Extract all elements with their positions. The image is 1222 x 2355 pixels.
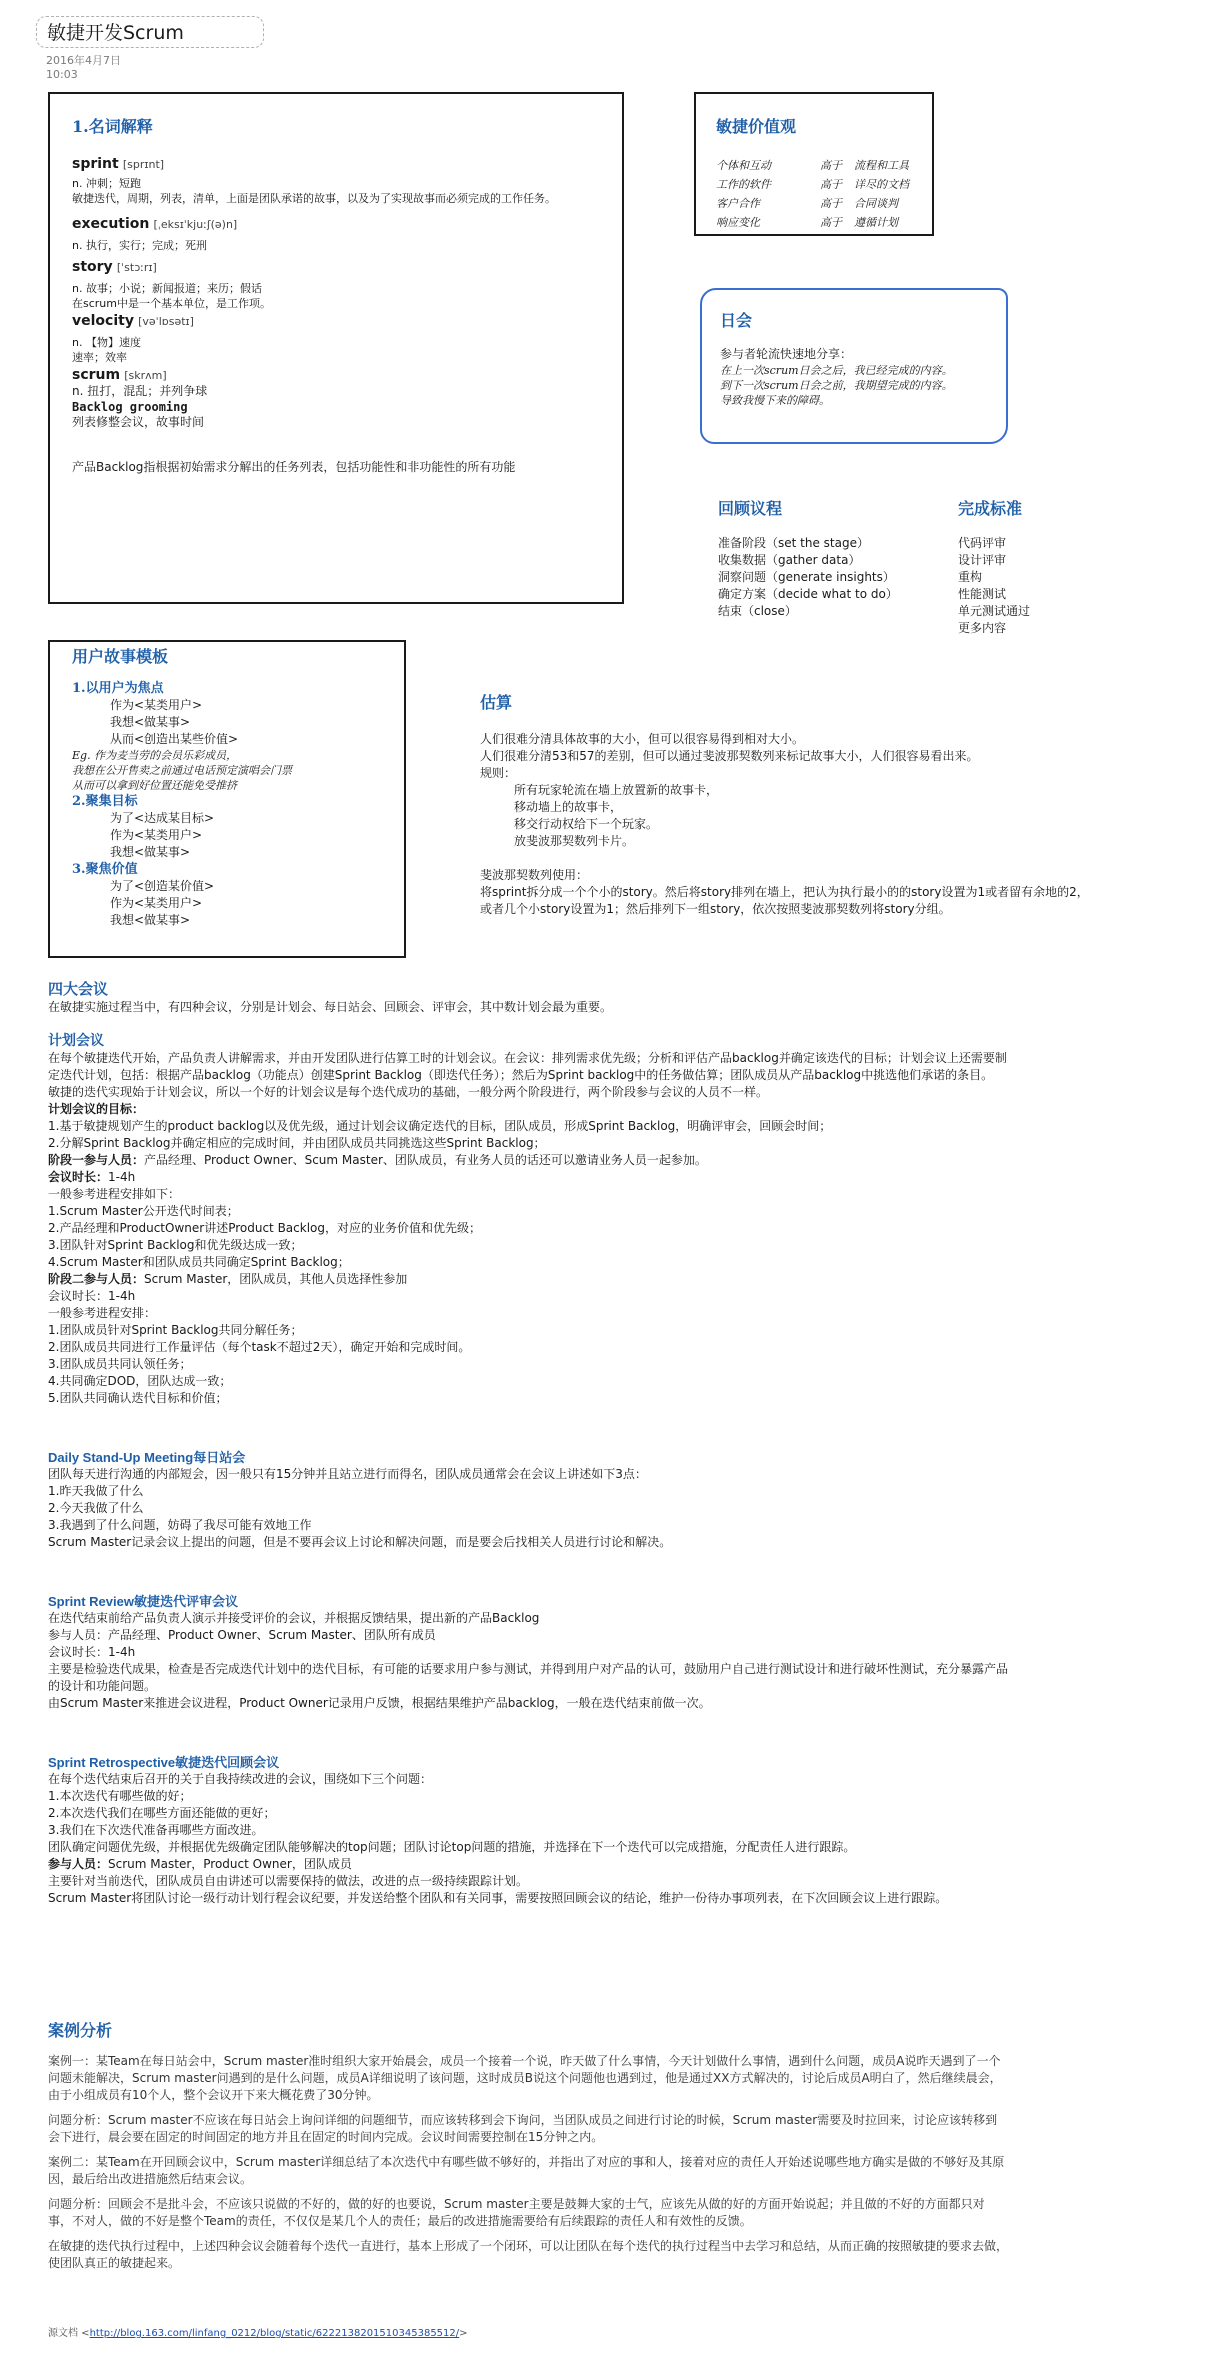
term-story: story [ˈstɔːrɪ] n. 故事；小说；新闻报道；来历；假话 在scrum中是一个基本单位，是工作项。: [72, 259, 271, 310]
page-time: 10:03: [46, 68, 78, 81]
daily-box: [700, 288, 1008, 444]
values-heading: 敏捷价值观: [716, 117, 797, 136]
list-item: 设计评审: [958, 553, 1007, 567]
term-backlog-grooming: Backlog grooming 列表修整会议，故事时间: [72, 400, 205, 429]
meetings-intro: 在敏捷实施过程当中，有四种会议，分别是计划会、每日站会、回顾会、评审会，其中数计划会最为重要。: [48, 1000, 613, 1014]
story-template-heading: 用户故事模板: [72, 647, 169, 666]
list-item: 收集数据（gather data）: [718, 553, 861, 567]
glossary-footer: 产品Backlog指根据初始需求分解出的任务列表，包括功能性和非功能性的所有功能: [72, 460, 516, 474]
standup-heading: Daily Stand-Up Meeting每日站会: [48, 1450, 246, 1466]
glossary-terms: [72, 156, 592, 476]
retro-agenda: [718, 496, 898, 620]
review-heading: Sprint Review敏捷迭代评审会议: [48, 1594, 238, 1610]
glossary-heading: 1.名词解释: [72, 117, 153, 136]
story-template-content: 1.以用户为焦点 作为<某类用户> 我想<做某事> 从而<创造出某些价值> Eg. 作为麦当劳的会员乐彩成员， 我想在公开售卖之前通过电话预定演唱会门票 从而可以拿到好位置还能免受推挤 2.聚集目标 为了<达成某目标> 作为<某类用户> 我想<做某事> 3.聚焦价值 为了<创造某价值> 作为<某类用户> 我想<做某事>: [72, 681, 292, 927]
source-line: 源文档 <http://blog.163.com/linfang_0212/blog/static/6222138201510345385512/>: [48, 2328, 468, 2339]
list-item: 代码评审: [958, 536, 1007, 550]
page-date: 2016年4月7日: [46, 54, 121, 67]
meetings-heading: 四大会议: [48, 981, 109, 998]
story-template-box: [48, 640, 406, 958]
page-title: 敏捷开发Scrum: [36, 16, 264, 48]
planning-heading: 计划会议: [48, 1032, 104, 1048]
list-item: 重构: [958, 570, 983, 584]
term-sprint: sprint [sprɪnt] n. 冲刺；短跑 敏捷迭代，周期，列表，清单，上面是团队承诺的故事，以及为了实现故事而必须完成的工作任务。: [72, 156, 556, 205]
glossary-box: [48, 92, 624, 604]
daily-content: 参与者轮流快速地分享： 在上一次scrum日会之后，我已经完成的内容。 到下一次scrum日会之前，我期望完成的内容。 导致我慢下来的障碍。: [720, 347, 953, 407]
source-link[interactable]: http://blog.163.com/linfang_0212/blog/static/6222138201510345385512/: [89, 2328, 460, 2339]
standup-content: 团队每天进行沟通的内部短会，因一般只有15分钟并且站立进行而得名，团队成员通常会在会议上讲述如下3点： 1.昨天我做了什么 2.今天我做了什么 3.我遇到了什么问题，妨碍了我尽可能有效地工作 Scrum Master记录会议上提出的问题，但是不要再会议上讨论和解决问题，而是要会后找相关人员进行讨论和解决。: [48, 1467, 672, 1549]
term-execution: execution [ˌeksɪˈkjuːʃ(ə)n] n. 执行，实行；完成；死刑: [72, 216, 238, 252]
list-item: 准备阶段（set the stage）: [718, 536, 869, 550]
list-item: 单元测试通过: [958, 604, 1031, 618]
case-paragraph: 问题分析：回顾会不是批斗会，不应该只说做的不好的，做的好的也要说，Scrum master主要是鼓舞大家的士气，应该先从做的好的方面开始说起；并且做的不好的方面都只对事，不对人，做的不好是整个Team的责任，不仅仅是某几个人的责任；最后的改进措施需要给有后续跟踪的责任人和有效性的反馈。: [48, 2197, 985, 2228]
estimate-heading: 估算: [480, 693, 513, 712]
case-paragraph: 案例二：某Team在开回顾会议中，Scrum master详细总结了本次迭代中有哪些做不够好的，并指出了对应的事和人，接着对应的责任人开始述说哪些地方确实是做的不够好及其原因，最后给出改进措施然后结束会议。: [48, 2155, 1005, 2186]
daily-heading: 日会: [720, 311, 753, 330]
cases-section: [48, 2018, 1008, 2272]
list-item: 性能测试: [958, 587, 1007, 601]
estimate-section: 估算 人们很难分清具体故事的大小，但可以很容易得到相对大小。 人们很难分清53和57的差别，但可以通过斐波那契数列来标记故事大小，人们很容易看出来。 规则： 所有玩家轮流在墙上放置新的故事卡， 移动墙上的故事卡， 移交行动权给下一个玩家。 放斐波那契数列卡片。 斐波那契数列使用： 将sprint拆分成一个个小的story。然后将story排列在墙上，把认为执行最小的的story设置为1或者留有余地的2，或者几个小story设置为1；然后排列下一组story，依次按照斐波那契数列将story分组。: [480, 690, 1100, 918]
values-row: 客户合作 高于 合同谈判: [716, 197, 898, 210]
planning-content: 在每个敏捷迭代开始，产品负责人讲解需求，并由开发团队进行估算工时的计划会议。在会议：排列需求优先级；分析和评估产品backlog并确定该迭代的目标；计划会议上还需要制定迭代计划，包括：根据产品backlog（功能点）创建Sprint Backlog（即迭代任务）；然后为Sprint backlog中的任务做估算；团队成员从产品backlog中挑选他们承诺的条目。 敏捷的迭代实现始于计划会议，所以一个好的计划会议是每个迭代成功的基础，一般分两个阶段进行，两个阶段参与会议的人员不一样。 计划会议的目标： 1.基于敏捷规划产生的product backlog以及优先级，通过计划会议确定迭代的目标，团队成员，形成Sprint Backlog，明确评审会，回顾会时间； 2.分解Sprint Backlog并确定相应的完成时间，并由团队成员共同挑选这些Sprint Backlog； 阶段一参与人员：产品经理、Product Owner、Scum Master、团队成员，有业务人员的话还可以邀请业务人员一起参加。 会议时长：1-4h 一般参考进程安排如下： 1.Scrum Master公开迭代时间表； 2.产品经理和ProductOwner讲述Product Backlog，对应的业务价值和优先级； 3.团队针对Sprint Backlog和优先级达成一致； 4.Scrum Master和团队成员共同确定Sprint Backlog； 阶段二参与人员：Scrum Master，团队成员，其他人员选择性参加 会议时长：1-4h 一般参考进程安排： 1.团队成员针对Sprint Backlog共同分解任务； 2.团队成员共同进行工作量评估（每个task不超过2天），确定开始和完成时间。 3.团队成员共同认领任务； 4.共同确定DOD，团队达成一致； 5.团队共同确认迭代目标和价值；: [48, 1051, 1007, 1405]
case-paragraph: 问题分析：Scrum master不应该在每日站会上询问详细的问题细节，而应该转移到会下询问，当团队成员之间进行讨论的时候，Scrum master需要及时拉回来，讨论应该转移到会下进行，晨会要在固定的时间固定的地方并且在固定的时间内完成。会议时间需要控制在15分钟之内。: [48, 2113, 998, 2144]
values-row: 个体和互动 高于 流程和工具: [716, 159, 909, 172]
term-velocity: velocity [vəˈlɒsətɪ] n. 【物】速度 速率；效率: [72, 313, 194, 364]
values-box: [694, 92, 934, 236]
case-paragraph: 在敏捷的迭代执行过程中，上述四种会议会随着每个迭代一直进行，基本上形成了一个闭环，可以让团队在每个迭代的执行过程当中去学习和总结，从而正确的按照敏捷的要求去做，使团队真正的敏捷起来。: [48, 2239, 1009, 2270]
retro-heading: Sprint Retrospective敏捷迭代回顾会议: [48, 1755, 280, 1771]
list-item: 洞察问题（generate insights）: [718, 570, 895, 584]
list-item: 确定方案（decide what to do）: [718, 587, 898, 601]
values-row: 响应变化 高于 遵循计划: [716, 216, 898, 229]
review-content: 在迭代结束前给产品负责人演示并接受评价的会议，并根据反馈结果，提出新的产品Backlog 参与人员：产品经理、Product Owner、Scrum Master、团队所有成员 会议时长：1-4h 主要是检验迭代成果，检查是否完成迭代计划中的迭代目标，有可能的话要求用户参与测试，并得到用户对产品的认可，鼓励用户自己进行测试设计和进行破坏性测试，充分暴露产品的设计和功能问题。 由Scrum Master来推进会议进程，Product Owner记录用户反馈，根据结果维护产品backlog，一般在迭代结束前做一次。: [48, 1611, 1009, 1710]
term-scrum: scrum [skrʌm] n. 扭打，混乱；并列争球: [72, 367, 208, 398]
definition-of-done: [958, 496, 1030, 637]
list-item: 结束（close）: [718, 604, 797, 618]
retro-agenda-heading: 回顾议程: [718, 499, 783, 518]
list-item: 更多内容: [958, 621, 1007, 635]
meetings-section: [48, 978, 1008, 1907]
cases-content: [48, 2053, 1008, 2272]
values-row: 工作的软件 高于 详尽的文档: [716, 178, 909, 191]
cases-heading: 案例分析: [48, 2021, 113, 2040]
case-paragraph: 案例一：某Team在每日站会中，Scrum master准时组织大家开始晨会，成员一个接着一个说，昨天做了什么事情，今天计划做什么事情，遇到什么问题，成员A说昨天遇到了一个问题未能解决，Scrum master问遇到的是什么问题，成员A详细说明了该问题，这时成员B说这个问题他也遇到过，他是通过XX方式解决的，讨论后成员A明白了，然后继续晨会，由于小组成员有10个人，整个会议开下来大概花费了30分钟。: [48, 2054, 1002, 2102]
dod-heading: 完成标准: [958, 499, 1023, 518]
values-table: [716, 156, 909, 232]
retro-content: 在每个迭代结束后召开的关于自我持续改进的会议，围绕如下三个问题： 1.本次迭代有哪些做的好； 2.本次迭代我们在哪些方面还能做的更好； 3.我们在下次迭代准备再哪些方面改进。 团队确定问题优先级，并根据优先级确定团队能够解决的top问题；团队讨论top问题的措施，并选择在下一个迭代可以完成措施，分配责任人进行跟踪。 参与人员：Scrum Master，Product Owner，团队成员 主要针对当前迭代，团队成员自由讲述可以需要保持的做法，改进的点一级持续跟踪计划。 Scrum Master将团队讨论一级行动计划行程会议纪要，并发送给整个团队和有关同事，需要按照回顾会议的结论，维护一份待办事项列表，在下次回顾会议上进行跟踪。: [48, 1772, 948, 1905]
